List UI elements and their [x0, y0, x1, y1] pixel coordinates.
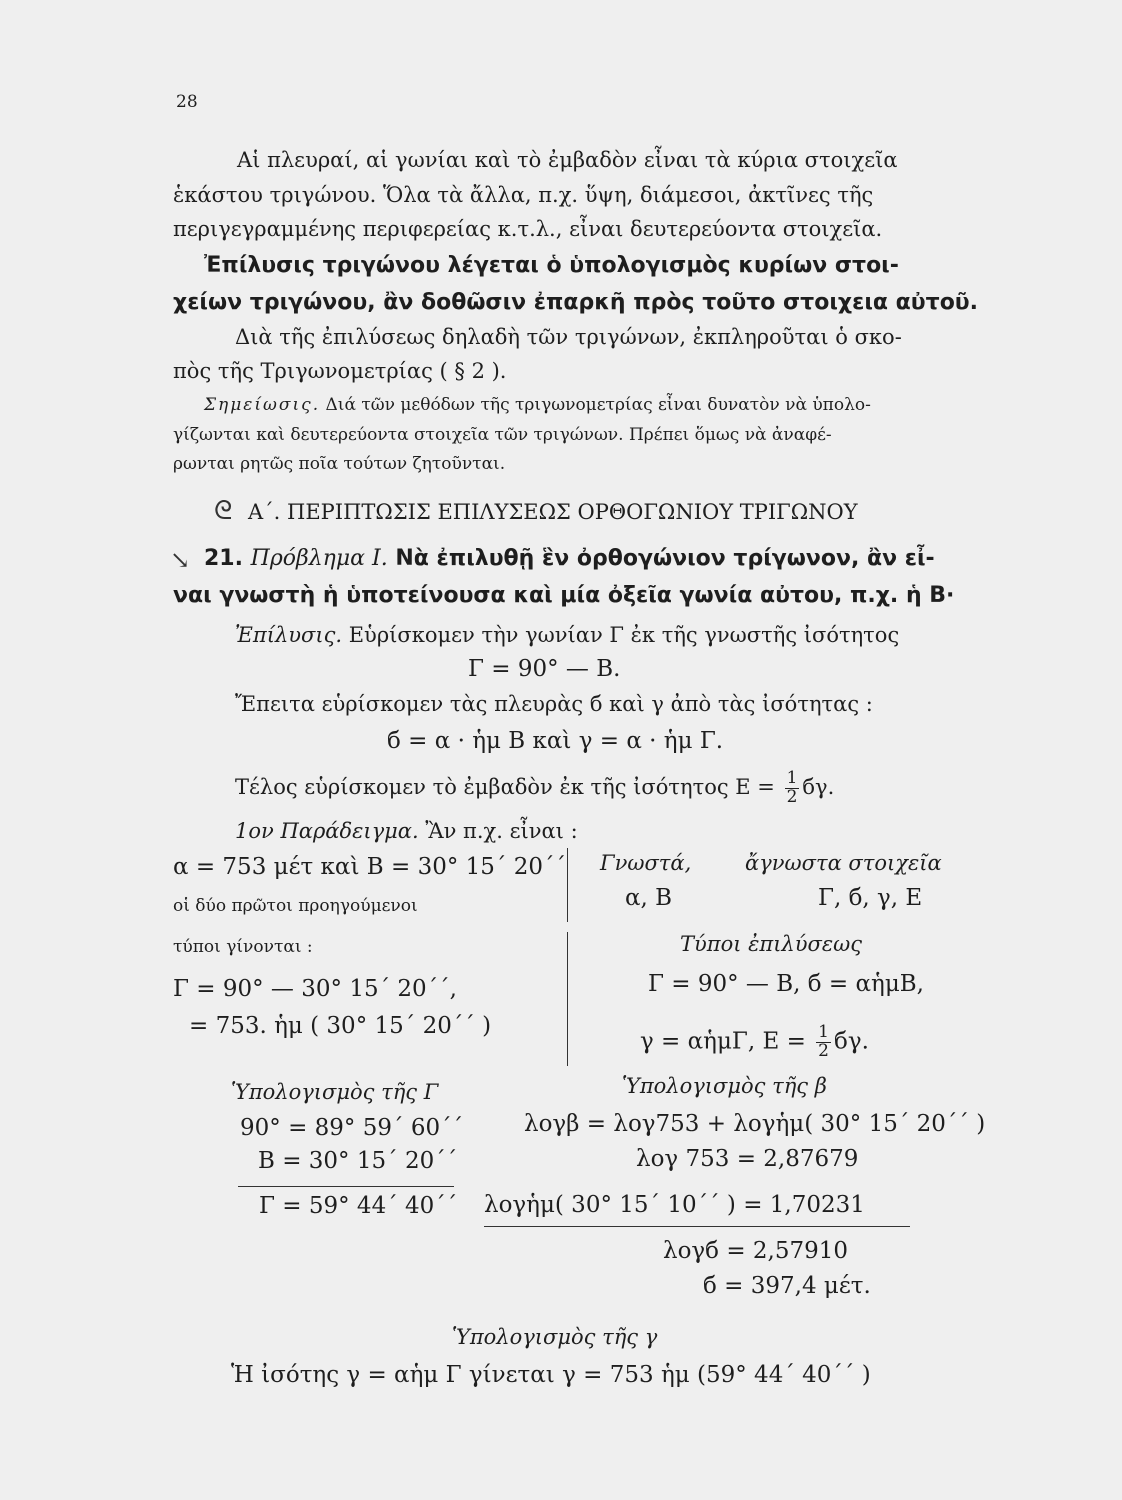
solution-text-1: Εὑρίσκομεν τὴν γωνίαν Γ ἐκ τῆς γνωστῆς ἰσότητος: [348, 623, 900, 647]
note-line-3: ρωνται ρητῶς ποῖα τούτων ζητοῦνται.: [173, 454, 506, 474]
calc-gamma-row-2: Β = 30° 15΄ 20΄΄: [258, 1148, 458, 1174]
formula-beta: = 753. ἡμ ( 30° 15΄ 20΄΄ ): [189, 1013, 492, 1039]
intro-line-3: περιγεγραμμένης περιφερείας κ.τ.λ., εἶναι δευτερεύοντα στοιχεῖα.: [173, 217, 883, 241]
calc-gamma-result: Γ = 59° 44΄ 40΄΄: [259, 1193, 458, 1219]
intro-line-2: ἑκάστου τριγώνου. Ὅλα τὰ ἄλλα, π.χ. ὕψη, διάμεσοι, ἀκτῖνες τῆς: [173, 183, 874, 207]
type-formula-2-text: γ = αἡμΓ, Ε =: [640, 1028, 806, 1055]
unknown-label: ἄγνωστα στοιχεῖα: [745, 851, 942, 875]
solution-line-3: [235, 770, 834, 807]
note-line-1: [204, 397, 871, 414]
formulas-intro-2: τύποι γίνονται :: [173, 937, 313, 957]
solution-line-1: [235, 625, 899, 646]
given-values: α = 753 μέτ καὶ Β = 30° 15΄ 20΄΄: [173, 854, 566, 880]
calc-beta-row-4: λογб = 2,57910: [663, 1238, 849, 1264]
hand-mark-icon: ᘓ: [214, 496, 233, 526]
equation-gamma: Γ = 90° — Β.: [468, 656, 621, 682]
problem-line-1: [204, 548, 935, 570]
calc-gamma-rule: [238, 1186, 454, 1187]
area-text: Τέλος εὑρίσκομεν τὸ ἐμβαδὸν ἐκ τῆς ἰσότητος Ε =: [235, 774, 775, 799]
calc-beta-rule: [484, 1226, 910, 1227]
calc-gamma-title: Ὑπολογισμὸς τῆς Γ: [231, 1080, 439, 1104]
unknown-values: Γ, б, γ, Ε: [818, 885, 923, 911]
solution-line-2: Ἔπειτα εὑρίσκομεν τὰς πλευρὰς б καὶ γ ἀπὸ τὰς ἰσότητας :: [235, 692, 873, 716]
definition-line-2: χείων τριγώνου, ἂν δοθῶσιν ἐπαρκῆ πρὸς τοῦτο στοιχεια αὐτοῦ.: [173, 290, 979, 315]
example-intro: Ἂν π.χ. εἶναι :: [425, 819, 578, 843]
known-values: α, Β: [625, 885, 673, 911]
problem-number: 21.: [204, 546, 243, 571]
type-fraction-num: 1: [818, 1022, 829, 1042]
calc-c-title: Ὑπολογισμὸς τῆς γ: [452, 1325, 658, 1349]
example-label: 1ον Παράδειγμα.: [235, 819, 419, 843]
calc-beta-row-5: б = 397,4 μέτ.: [703, 1273, 871, 1299]
area-fraction-num: 1: [786, 768, 798, 788]
page-number: 28: [176, 92, 198, 112]
type-fraction: [816, 1024, 831, 1061]
calc-beta-row-1: λογβ = λογ753 + λογἡμ( 30° 15΄ 20΄΄ ): [524, 1111, 986, 1137]
formula-gamma: Γ = 90° — 30° 15΄ 20΄΄,: [173, 976, 457, 1002]
calc-c-line: Ἡ ἰσότης γ = αἡμ Γ γίνεται γ = 753 ἡμ (59° 44΄ 40΄΄ ): [231, 1362, 871, 1388]
area-fraction-den: 2: [786, 786, 798, 807]
solution-types-label: Τύποι ἐπιλύσεως: [680, 932, 862, 956]
note-label: Σημείωσις.: [204, 395, 321, 415]
note-text-1: Διά τῶν μεθόδων τῆς τριγωνομετρίας εἶναι δυνατὸν νὰ ὑπολο-: [325, 395, 871, 415]
vertical-rule-upper: [567, 848, 568, 922]
margin-check-icon: ↘: [170, 546, 191, 574]
section-heading: Α΄. ΠΕΡΙΠΤΩΣΙΣ ΕΠΙΛΥΣΕΩΣ ΟΡΘΟΓΩΝΙΟΥ ΤΡΙΓΩΝΟΥ: [248, 500, 858, 524]
calc-beta-title: Ὑπολογισμὸς τῆς β: [622, 1074, 827, 1098]
type-formula-1: Γ = 90° — Β, б = αἡμΒ,: [648, 971, 924, 997]
definition-line-1: Ἐπίλυσις τριγώνου λέγεται ὁ ὑπολογισμὸς κυρίων στοι-: [204, 253, 899, 278]
problem-line-2: ναι γνωστὴ ἡ ὑποτείνουσα καὶ μία ὀξεῖα γωνία αὐτου, π.χ. ἡ Β·: [173, 583, 955, 608]
intro-line-1: Αἱ πλευραί, αἱ γωνίαι καὶ τὸ ἐμβαδὸν εἶναι τὰ κύρια στοιχεῖα: [237, 148, 898, 172]
purpose-line-2: πὸς τῆς Τριγωνομετρίας ( § 2 ).: [173, 359, 507, 383]
problem-text-1: Νὰ ἐπιλυθῇ ἓν ὀρθογώνιον τρίγωνον, ἂν εἶ-: [395, 546, 935, 571]
formulas-intro-1: οἱ δύο πρῶτοι προηγούμενοι: [173, 896, 418, 916]
area-fraction: [785, 770, 800, 807]
purpose-line-1: Διὰ τῆς ἐπιλύσεως δηλαδὴ τῶν τριγώνων, ἐκπληροῦται ὁ σκο-: [235, 325, 902, 349]
equation-sides: б = α · ἡμ Β καὶ γ = α · ἡμ Γ.: [387, 728, 724, 754]
calc-beta-row-2: λογ 753 = 2,87679: [636, 1146, 859, 1172]
example-line: [235, 821, 578, 842]
area-tail: бγ.: [802, 774, 835, 799]
type-formula-2: [640, 1024, 869, 1061]
calc-gamma-row-1: 90° = 89° 59΄ 60΄΄: [240, 1115, 464, 1141]
note-line-2: γίζωνται καὶ δευτερεύοντα στοιχεῖα τῶν τριγώνων. Πρέπει ὅμως νὰ ἀναφέ-: [173, 425, 832, 445]
solution-label: Ἐπίλυσις.: [235, 623, 343, 647]
known-label: Γνωστά,: [600, 851, 692, 875]
vertical-rule-lower: [567, 932, 568, 1066]
type-formula-2-tail: бγ.: [834, 1028, 869, 1055]
problem-label: Πρόβλημα Ι.: [250, 546, 388, 571]
calc-beta-row-3: λογἡμ( 30° 15΄ 10΄΄ ) = 1,70231: [484, 1192, 865, 1218]
type-fraction-den: 2: [818, 1040, 829, 1061]
